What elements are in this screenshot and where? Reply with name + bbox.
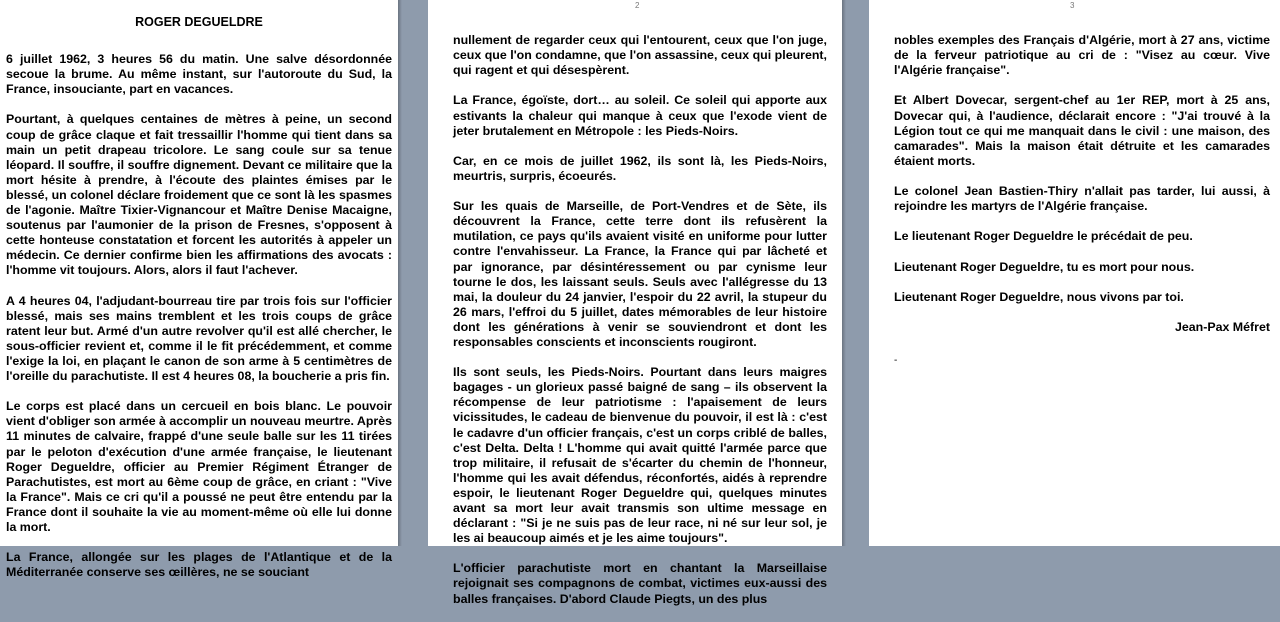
paragraph: Le lieutenant Roger Degueldre le précédait de peu. (894, 229, 1193, 244)
page-number: 2 (635, 1, 640, 10)
paragraph: 6 juillet 1962, 3 heures 56 du matin. Une salve désordonnée secoue la brume. Au même instant, sur l'autoroute du Sud, la France, insouciante, part en vacances. (6, 52, 392, 97)
author-signature: Jean-Pax Méfret (1174, 319, 1270, 334)
page-gap-shadow (398, 0, 402, 546)
document-page-1 (0, 0, 398, 580)
paragraph: Lieutenant Roger Degueldre, tu es mort pour nous. (894, 259, 1195, 274)
paragraph: A 4 heures 04, l'adjudant-bourreau tire par trois fois sur l'officier blessé, mais ses mains tremblent et les trois coups de grâce ratent leur but. Armé d'un autre revolver qu'il est allé chercher, le sous-officier revient et, comme il le fit précédemment, et comme l'exige la loi, en plaçant le canon de son arme à 5 centimètres de l'oreille du parachutiste. Il est 4 heures 08, la boucherie a pris fin. (6, 293, 392, 384)
paragraph: Sur les quais de Marseille, de Port-Vendres et de Sète, ils découvrent la France, cette terre dont ils refusèrent la mutilation, ce pays qu'ils avaient visité en uniforme pour lutter contre l'envahisseur. La France, la France qui par lâcheté et par ignorance, par désintéressement ou par cynisme leur tourne le dos, les laissant seuls. Seuls avec l'allégresse du 13 mai, la douleur du 24 janvier, l'espoir du 22 avril, la stupeur du 26 mars, l'effroi du 5 juillet, dates mémorables de leur histoire dont les générations à venir se souviendront et dont les responsables conscients et inconscients rougiront. (453, 199, 827, 349)
paragraph: Pourtant, à quelques centaines de mètres à peine, un second coup de grâce claque et fait tressaillir l'homme qui tient dans sa main un petit drapeau tricolore. Le sang coule sur sa tenue léopard. Il souffre, il souffre dignement. Devant ce militaire que la mort hésite à prendre, à l'écoute des plaintes émises par le blessé, un colonel déclare froidement que ce sont là les spasmes de l'agonie. Maître Tixier-Vignancour et Maître Denise Macaigne, soutenus par l'aumonier de la prison de Fresnes, s'opposent à cette honteuse constatation et forcent les autorités à appeler un médecin. Ce dernier confirme bien les affirmations des avocats : l'homme vit toujours. Alors, alors il faut l'achever. (6, 112, 392, 278)
page-3-body (894, 18, 1270, 320)
trailing-mark: - (894, 354, 898, 366)
page-1-body (6, 37, 392, 595)
paragraph: nullement de regarder ceux qui l'entourent, ceux que l'on juge, ceux que l'on condamne, que l'on assassine, ceux qui pleurent, qui ragent et qui désespèrent. (453, 33, 827, 78)
paragraph: L'officier parachutiste mort en chantant la Marseillaise rejoignait ses compagnons de combat, victimes eux-aussi des balles françaises. D'abord Claude Piegts, un des plus (453, 561, 827, 606)
paragraph: Car, en ce mois de juillet 1962, ils sont là, les Pieds-Noirs, meurtris, surpris, écoeurés. (453, 153, 827, 183)
paragraph: Lieutenant Roger Degueldre, nous vivons par toi. (894, 289, 1184, 304)
paragraph: La France, égoïste, dort… au soleil. Ce soleil qui apporte aux estivants la chaleur qui manque à ceux que l'exode vient de jeter brutalement en Métropole : les Pieds-Noirs. (453, 93, 827, 138)
paragraph: Ils sont seuls, les Pieds-Noirs. Pourtant dans leurs maigres bagages - un glorieux passé baigné de sang – ils observent la récompense de leur patriotisme : l'apaisement de leurs vicissitudes, le cadeau de bienvenue du pouvoir, il est là : c'est le cadavre d'un officier français, c'est un corps criblé de balles, c'est Delta. Delta ! L'homme qui avait quitté l'armée parce que trop militaire, il refusait de s'écarter du chemin de l'honneur, l'homme qui les avait défendus, réconfortés, aidés à reprendre espoir, le lieutenant Roger Degueldre qui, quelques minutes avant sa mort leur avait transmis son ultime message en déclarant : "Si je ne suis pas de leur race, ni né sur leur sol, je les ai beaucoup aimés et je les aime toujours". (453, 365, 827, 546)
page-gap-shadow (842, 0, 846, 546)
page-2-body (453, 18, 827, 622)
document-page-2 (428, 0, 842, 606)
paragraph: La France, allongée sur les plages de l'Atlantique et de la Méditerranée conserve ses œillères, ne se souciant (6, 550, 392, 580)
paragraph: nobles exemples des Français d'Algérie, mort à 27 ans, victime de la ferveur patriotique au cri de : "Visez au cœur. Vive l'Algérie française". (894, 33, 1270, 78)
document-page-3 (869, 0, 1280, 546)
paragraph: Et Albert Dovecar, sergent-chef au 1er REP, mort à 25 ans, Dovecar qui, à l'audience, déclarait encore : "J'ai trouvé à la Légion tout ce qui me manquait dans le civil : une maison, des camarades". Mais la maison était détruite et les camarades étaient morts. (894, 93, 1270, 168)
document-title: ROGER DEGUELDRE (135, 15, 263, 29)
paragraph: Le colonel Jean Bastien-Thiry n'allait pas tarder, lui aussi, à rejoindre les martyrs de l'Algérie française. (894, 184, 1270, 214)
page-number: 3 (1070, 1, 1075, 10)
paragraph: Le corps est placé dans un cercueil en bois blanc. Le pouvoir vient d'obliger son armée à accomplir un nouveau meurtre. Après 11 minutes de calvaire, frappé d'une seule balle sur les 11 tirées par le peloton d'exécution d'une armée française, le lieutenant Roger Degueldre, officier au Premier Régiment Étranger de Parachutistes, est mort au 6ème coup de grâce, en criant : "Vive la France". Mais ce cri qu'il a poussé ne peut être entendu par la France dont il souhaite la vie au moment-même où elle lui donne la mort. (6, 399, 393, 534)
